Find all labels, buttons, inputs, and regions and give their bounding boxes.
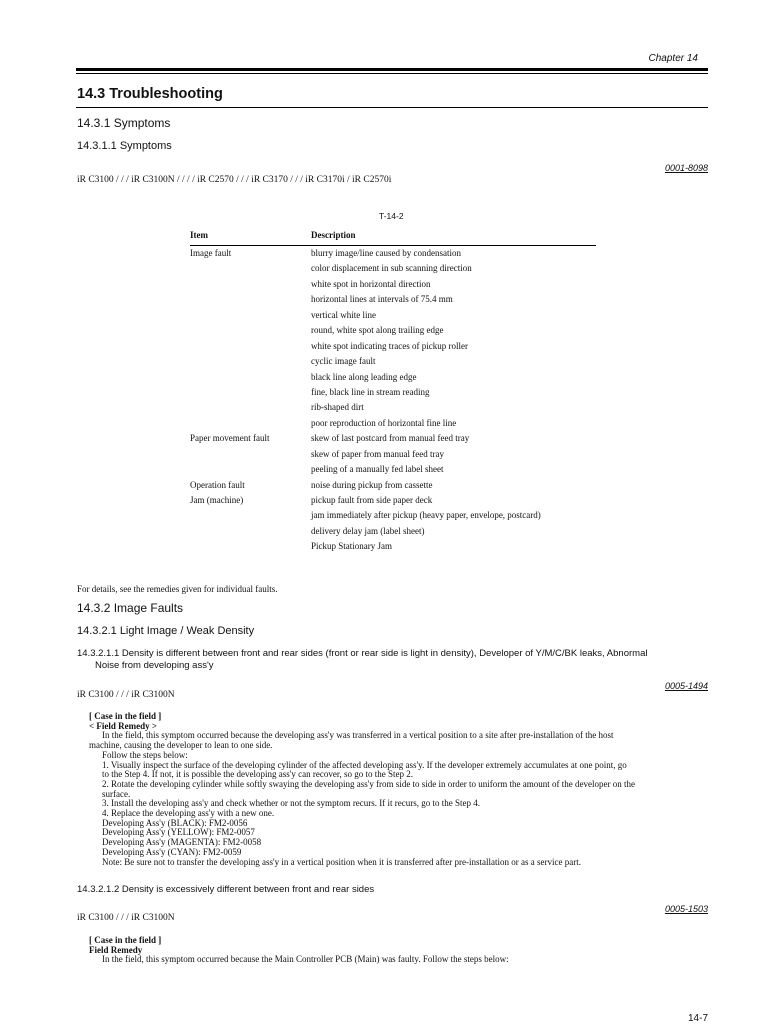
table-row: [190, 354, 596, 369]
table-cell-description: noise during pickup from cassette: [311, 479, 433, 490]
model-list: iR C3100 / / / iR C3100N / / / / iR C2570 / / / iR C3170 / / / iR C3170i / iR C2570i: [77, 175, 392, 185]
table-cell-item: [190, 308, 311, 323]
table-row: [190, 277, 596, 292]
table-row: [190, 292, 596, 307]
item1-steps: [77, 751, 711, 867]
table-cell-description: horizontal lines at intervals of 75.4 mm: [311, 294, 453, 305]
table-header: [190, 230, 596, 246]
item2-reference: 0005-1503: [664, 904, 708, 914]
item1-step-line: 4. Replace the developing ass'y with a new one.: [102, 808, 275, 819]
item1-step-line: Developing Ass'y (CYAN): FM2-0059: [102, 846, 242, 857]
subsubsection-title: 14.3.1.1 Symptoms: [77, 140, 172, 152]
table-row: [190, 308, 596, 323]
table-row: [190, 246, 596, 261]
item1-step-line: surface.: [102, 788, 131, 799]
table-cell-description: cyclic image fault: [311, 356, 376, 367]
table-cell-description: color displacement in sub scanning direction: [311, 263, 472, 274]
item2-body-line1: In the field, this symptom occurred because the Main Controller PCB (Main) was faulty. Follow the steps below:: [102, 954, 509, 965]
table-cell-item: [190, 400, 311, 415]
header-item: Item: [190, 230, 208, 240]
item1-step-line: Note: Be sure not to transfer the developing ass'y in a vertical position when it is transferred after pre-installation or as a service part.: [102, 856, 581, 867]
table-cell-item: Paper movement fault: [190, 433, 270, 444]
table-cell-description: blurry image/line caused by condensation: [311, 248, 461, 258]
table-row: [190, 416, 596, 431]
item2-title: 14.3.2.1.2 Density is excessively different between front and rear sides: [77, 884, 375, 895]
table-row: [190, 462, 596, 477]
item2-models: iR C3100 / / / iR C3100N: [77, 913, 175, 923]
table-row: [190, 478, 596, 493]
table-cell-item: Jam (machine): [190, 495, 244, 505]
table-cell-item: [190, 416, 311, 431]
item2-case-label: [ Case in the field ]: [89, 935, 162, 945]
chapter-header: Chapter 14: [648, 53, 698, 64]
header-rule-thick: [76, 68, 708, 71]
item1-step-line: Developing Ass'y (YELLOW): FM2-0057: [102, 827, 255, 838]
item1-step-line: 3. Install the developing ass'y and check whether or not the symptom recurs. If it recurs, go to the Step 4.: [102, 798, 481, 809]
table-row: [190, 524, 596, 539]
item1-step-line: to the Step 4. If not, it is possible the developing ass'y can recover, so go to the Step 2.: [102, 769, 413, 780]
table-cell-item: [190, 339, 311, 354]
symptom-table: [190, 230, 596, 555]
subsection-title: 14.3.1 Symptoms: [77, 116, 171, 130]
table-cell-description: pickup fault from side paper deck: [311, 495, 433, 505]
table-cell-item: [190, 539, 311, 554]
table-row: [190, 431, 596, 446]
item2-body: [77, 936, 711, 965]
table-row: [190, 447, 596, 462]
item1-remedy-label: < Field Remedy >: [89, 720, 157, 731]
image-faults-title: 14.3.2 Image Faults: [77, 601, 184, 615]
section-title: 14.3 Troubleshooting: [77, 86, 223, 102]
table-row: [190, 493, 596, 508]
item2-remedy-label: Field Remedy: [89, 944, 143, 955]
table-cell-item: [190, 370, 311, 385]
table-cell-description: skew of paper from manual feed tray: [311, 448, 444, 459]
item1-step-line: Developing Ass'y (BLACK): FM2-0056: [102, 817, 248, 828]
table-cell-description: white spot in horizontal direction: [311, 278, 431, 289]
table-cell-item: [190, 292, 311, 307]
table-cell-item: Operation fault: [190, 479, 245, 490]
table-row: [190, 261, 596, 276]
item1-step-line: 2. Rotate the developing cylinder while softly swaying the developing ass'y from side to side in order to uniform the amount of the developer on the: [102, 778, 635, 789]
table-row: [190, 323, 596, 338]
reference-number: 0001-8098: [664, 163, 708, 173]
page-number: 14-7: [687, 1013, 708, 1024]
table-cell-description: vertical white line: [311, 309, 376, 320]
item1-step-line: Developing Ass'y (MAGENTA): FM2-0058: [102, 837, 262, 848]
table-cell-description: jam immediately after pickup (heavy paper, envelope, postcard): [311, 510, 541, 521]
table-cell-item: [190, 261, 311, 276]
table-cell-item: [190, 447, 311, 462]
table-row: [190, 508, 596, 523]
table-cell-item: Image fault: [190, 248, 232, 258]
table-cell-item: [190, 277, 311, 292]
item1-case-label: [ Case in the field ]: [89, 711, 162, 721]
item1-step-line: Follow the steps below:: [102, 749, 188, 760]
table-body: [190, 246, 596, 555]
table-cell-item: [190, 462, 311, 477]
table-cell-description: round, white spot along trailing edge: [311, 325, 444, 336]
light-image-title: 14.3.2.1 Light Image / Weak Density: [77, 625, 255, 637]
table-cell-description: Pickup Stationary Jam: [311, 541, 392, 552]
table-row: [190, 539, 596, 554]
table-cell-item: [190, 524, 311, 539]
table-cell-item: [190, 385, 311, 400]
table-cell-description: skew of last postcard from manual feed tray: [311, 433, 470, 444]
item1-title-line1: 14.3.2.1.1 Density is different between front and rear sides (front or rear side is light in density), Developer of Y/M/C/BK leaks, Abnormal: [77, 648, 648, 659]
table-cell-description: rib-shaped dirt: [311, 402, 364, 413]
table-caption: T-14-2: [379, 211, 404, 221]
table-row: [190, 385, 596, 400]
table-cell-description: black line along leading edge: [311, 371, 417, 382]
table-row: [190, 370, 596, 385]
table-cell-item: [190, 323, 311, 338]
item1-models: iR C3100 / / / iR C3100N: [77, 690, 175, 700]
table-cell-item: [190, 508, 311, 523]
item1-body: [77, 712, 711, 867]
table-cell-description: peeling of a manually fed label sheet: [311, 464, 444, 475]
table-cell-description: white spot indicating traces of pickup roller: [311, 340, 468, 351]
header-description: Description: [311, 230, 356, 240]
item1-title-line2: Noise from developing ass'y: [95, 660, 214, 671]
details-note: For details, see the remedies given for individual faults.: [77, 584, 278, 594]
table-row: [190, 339, 596, 354]
table-cell-description: fine, black line in stream reading: [311, 386, 430, 397]
item1-body-line2: machine, causing the developer to lean to one side.: [89, 740, 273, 751]
table-row: [190, 400, 596, 415]
table-cell-description: delivery delay jam (label sheet): [311, 525, 425, 536]
header-rule-thin: [76, 73, 708, 74]
item1-step-line: 1. Visually inspect the surface of the developing cylinder of the affected developing ass'y. If the developer extremely accumulates at one point, go: [102, 759, 627, 770]
table-cell-item: [190, 354, 311, 369]
table-cell-description: poor reproduction of horizontal fine line: [311, 417, 457, 428]
item1-body-line1: In the field, this symptom occurred because the developing ass'y was transferred in a vertical position to a site after pre-installation of the host: [102, 730, 614, 741]
item1-title: [77, 648, 717, 672]
item1-reference: 0005-1494: [664, 681, 708, 691]
section-rule: [76, 107, 708, 108]
